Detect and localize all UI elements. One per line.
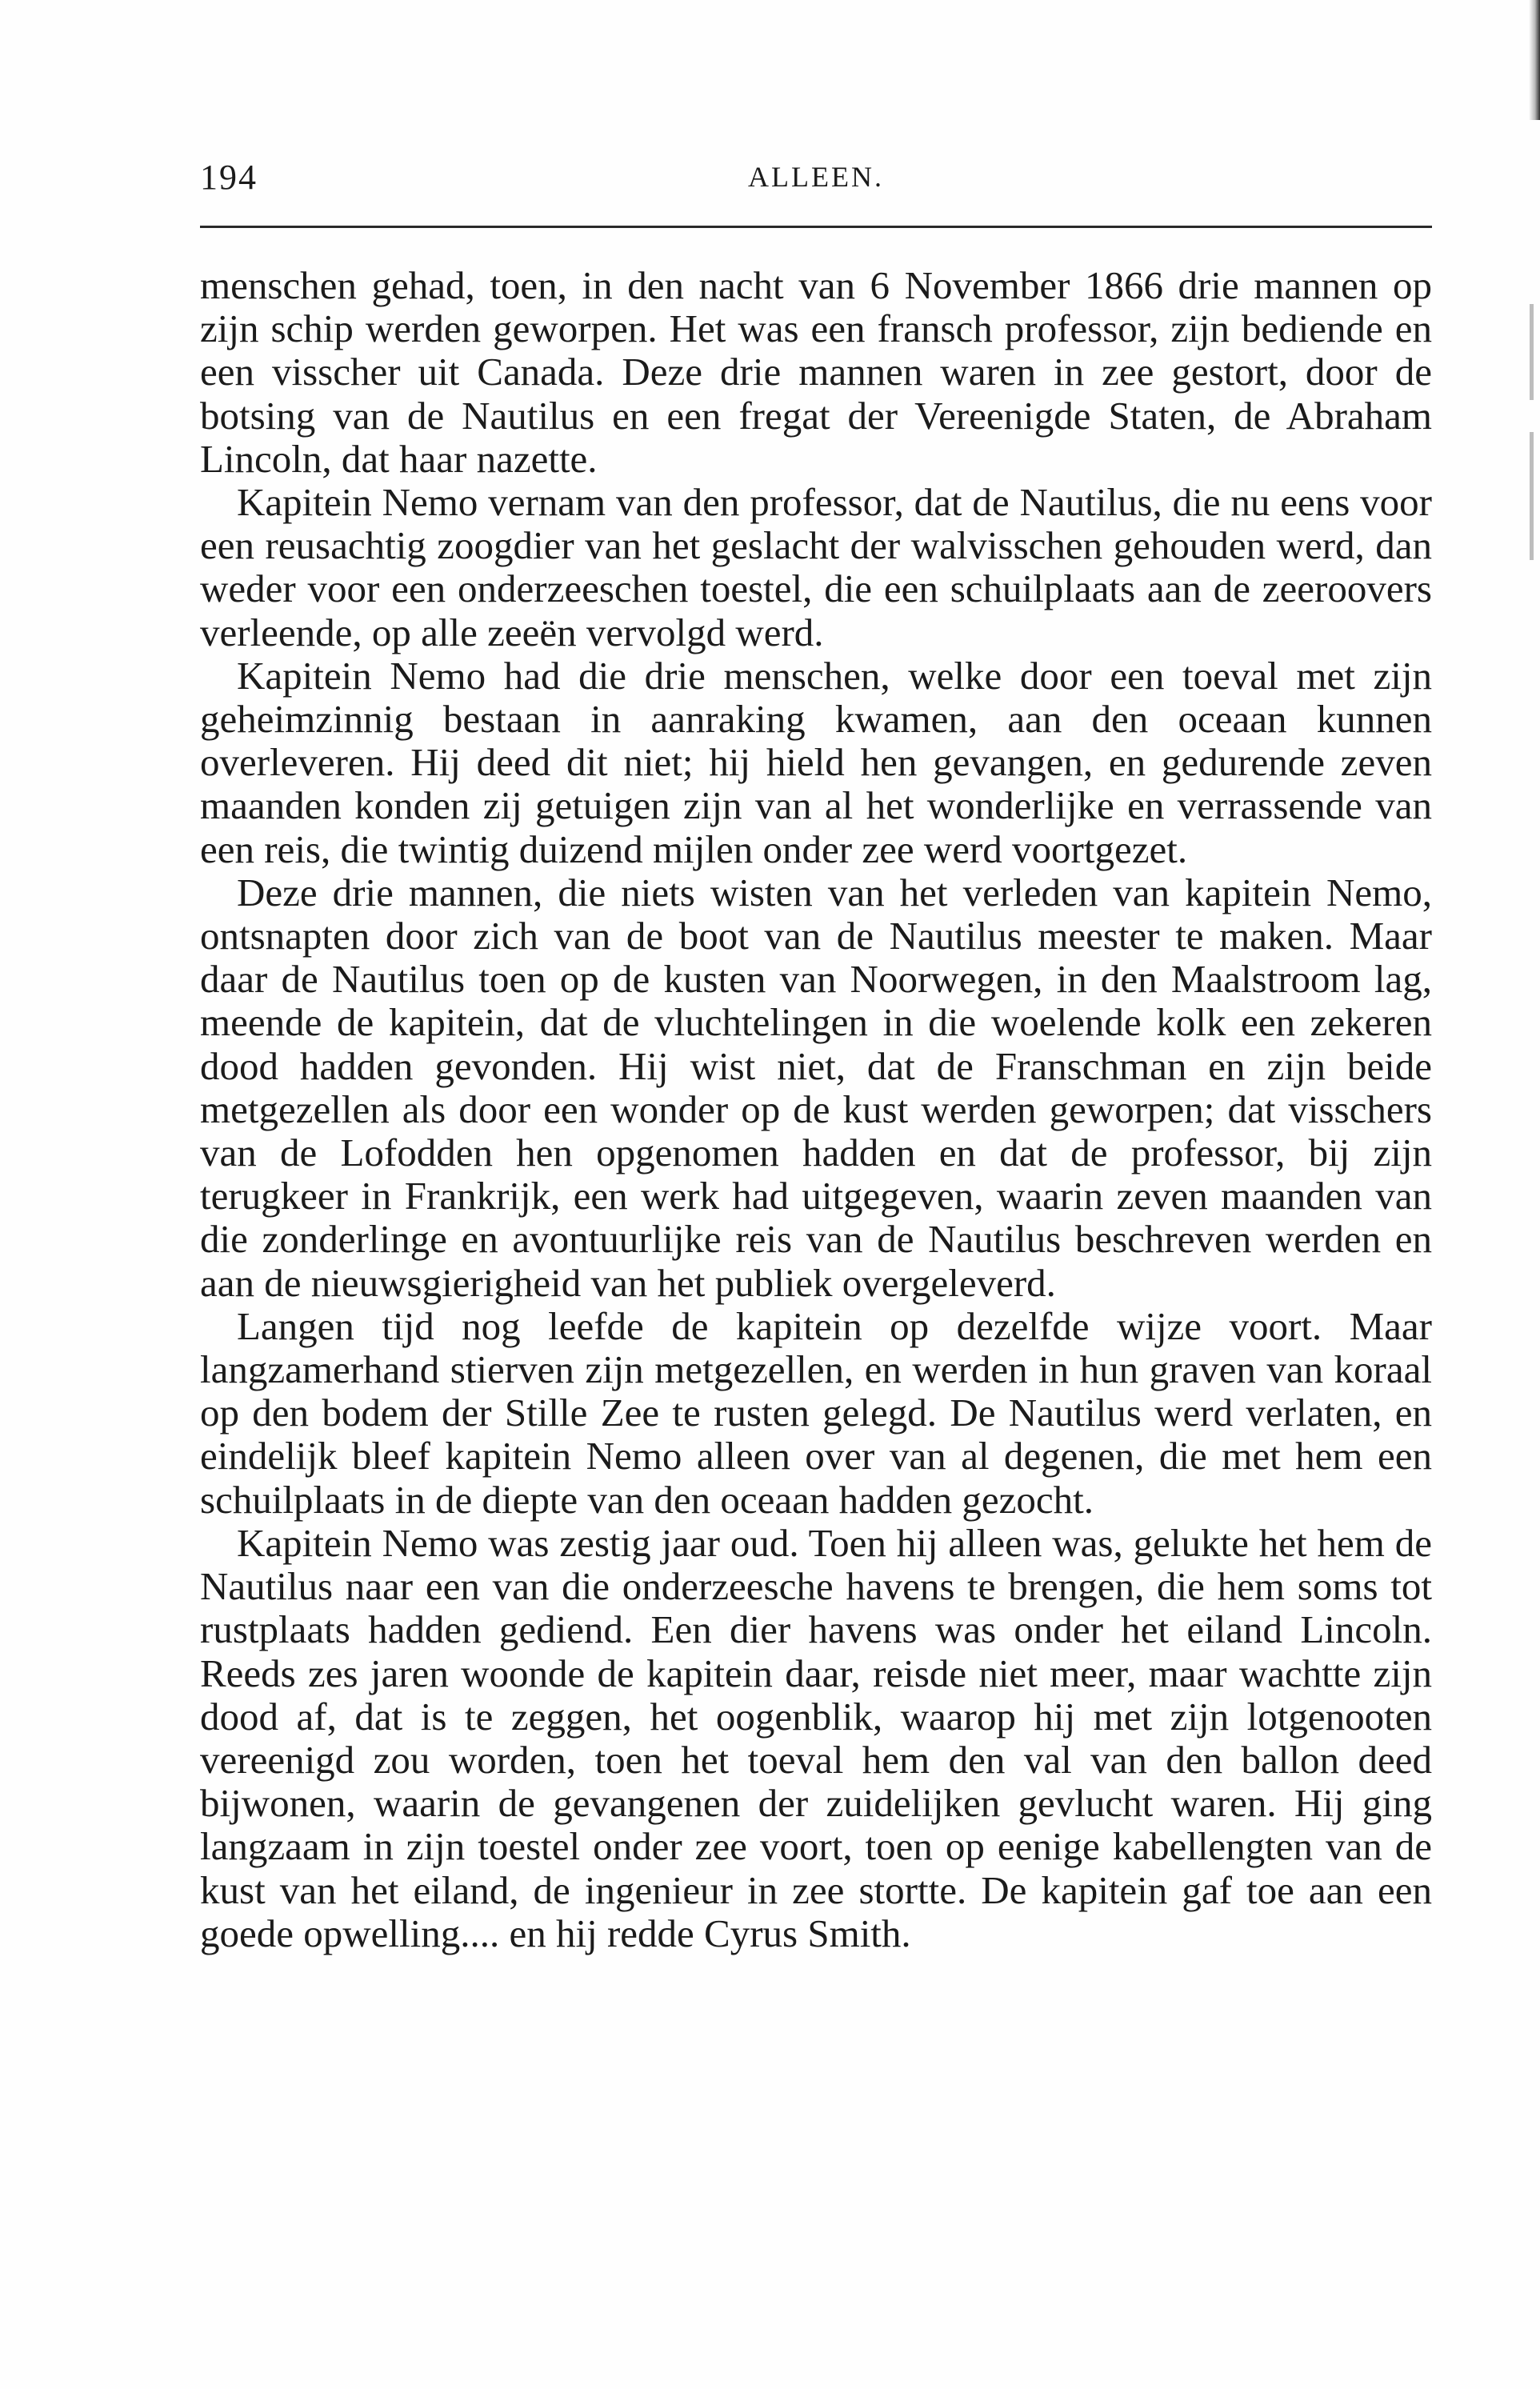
page-edge-shadow (1529, 0, 1540, 120)
paragraph: Kapitein Nemo had die drie menschen, welke door een toeval met zijn geheimzinnig bestaan in aanraking kwamen, aan den oceaan kunnen overleveren. Hij deed dit niet; hij hield hen gevangen, en gedurende zeven maanden konden zij getuigen zijn van al het wonderlijke en verrassende van een reis, die twintig duizend mijlen onder zee werd voortgezet. (200, 653, 1432, 871)
page-number: 194 (200, 158, 258, 197)
page-header (200, 157, 1432, 205)
paragraph: Langen tijd nog leefde de kapitein op dezelfde wijze voort. Maar langzamerhand stierven zijn metgezellen, en werden in hun graven van koraal op den bodem der Stille Zee te rusten gelegd. De Nautilus werd verlaten, en eindelijk bleef kapitein Nemo alleen over van al degenen, die met hem een schuilplaats in de diepte van den oceaan hadden gezocht. (200, 1303, 1432, 1522)
header-rule (200, 226, 1432, 228)
page-edge-speck (1530, 304, 1534, 400)
page-edge-speck (1530, 432, 1534, 560)
paragraph: Kapitein Nemo vernam van den professor, dat de Nautilus, die nu eens voor een reusachtig zoogdier van het geslacht der walvisschen gehouden werd, dan weder voor een onderzeeschen toestel, die een schuilplaats aan de zeeroovers verleende, op alle zeeën vervolgd werd. (200, 480, 1432, 654)
running-title: ALLEEN. (748, 161, 884, 193)
body-text (200, 264, 1432, 1955)
paragraph: Deze drie mannen, die niets wisten van het verleden van kapitein Nemo, ontsnapten door zich van de boot van de Nautilus meester te maken. Maar daar de Nautilus toen op de kusten van Noorwegen, in den Maalstroom lag, meende de kapitein, dat de vluchtelingen in die woelende kolk een zekeren dood hadden gevonden. Hij wist niet, dat de Franschman en zijn beide metgezellen als door een wonder op de kust werden geworpen; dat visschers van de Lofodden hen opgenomen hadden en dat de professor, bij zijn terugkeer in Frankrijk, een werk had uitgegeven, waarin zeven maanden van die zonderlinge en avontuurlijke reis van de Nautilus beschreven werden en aan de nieuwsgierigheid van het publiek overgeleverd. (200, 870, 1432, 1305)
paragraph: menschen gehad, toen, in den nacht van 6 November 1866 drie mannen op zijn schip werden geworpen. Het was een fransch professor, zijn bediende en een visscher uit Canada. Deze drie mannen waren in zee gestort, door de botsing van de Nautilus en een fregat der Vereenigde Staten, de Abraham Lincoln, dat haar nazette. (200, 263, 1432, 481)
paragraph: Kapitein Nemo was zestig jaar oud. Toen hij alleen was, gelukte het hem de Nautilus naar een van die onderzeesche havens te brengen, die hem soms tot rustplaats hadden gediend. Een dier havens was onder het eiland Lincoln. Reeds zes jaren woonde de kapitein daar, reisde niet meer, maar wachtte zijn dood af, dat is te zeggen, het oogenblik, waarop hij met zijn lotgenooten vereenigd zou worden, toen het toeval hem den val van den ballon deed bijwonen, waarin de gevangenen der zuidelijken gevlucht waren. Hij ging langzaam in zijn toestel onder zee voort, toen op eenige kabellengten van de kust van het eiland, de ingenieur in zee stortte. De kapitein gaf toe aan een goede opwelling.... en hij redde Cyrus Smith. (200, 1520, 1432, 1955)
